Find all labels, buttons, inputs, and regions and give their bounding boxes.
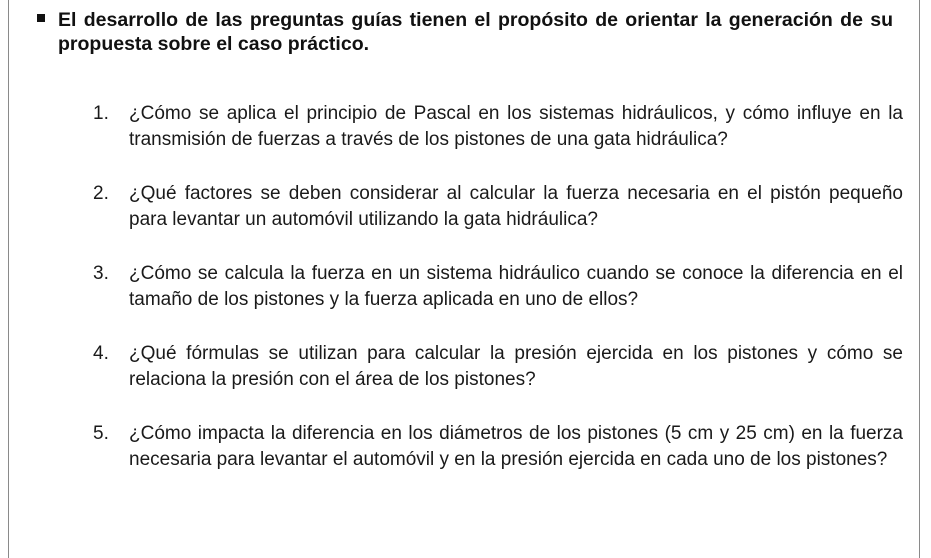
document-page — [8, 0, 920, 558]
question-item-3 — [93, 261, 903, 313]
question-text: ¿Cómo impacta la diferencia en los diámetros de los pistones (5 cm y 25 cm) en la fuerza necesaria para levantar el automóvil y en la presión ejercida en cada uno de los pistones? — [129, 423, 903, 470]
question-item-1 — [93, 101, 903, 153]
intro-text: El desarrollo de las preguntas guías tienen el propósito de orientar la generación de su propuesta sobre el caso práctico. — [58, 9, 893, 55]
guide-questions-list — [93, 101, 903, 501]
question-text: ¿Cómo se calcula la fuerza en un sistema hidráulico cuando se conoce la diferencia en el tamaño de los pistones y la fuerza aplicada en uno de ellos? — [129, 263, 903, 310]
question-item-2 — [93, 181, 903, 233]
intro-bullet — [37, 8, 893, 56]
question-number: 5. — [93, 423, 109, 444]
question-text: ¿Qué fórmulas se utilizan para calcular la presión ejercida en los pistones y cómo se relaciona la presión con el área de los pistones? — [129, 343, 903, 390]
square-bullet-icon — [37, 14, 45, 22]
question-number: 4. — [93, 343, 109, 364]
question-text: ¿Cómo se aplica el principio de Pascal en los sistemas hidráulicos, y cómo influye en la transmisión de fuerzas a través de los pistones de una gata hidráulica? — [129, 103, 903, 150]
question-item-4 — [93, 341, 903, 393]
question-text: ¿Qué factores se deben considerar al calcular la fuerza necesaria en el pistón pequeño para levantar un automóvil utilizando la gata hidráulica? — [129, 183, 903, 230]
question-number: 2. — [93, 183, 109, 204]
question-item-5 — [93, 421, 903, 473]
question-number: 3. — [93, 263, 109, 284]
question-number: 1. — [93, 103, 109, 124]
